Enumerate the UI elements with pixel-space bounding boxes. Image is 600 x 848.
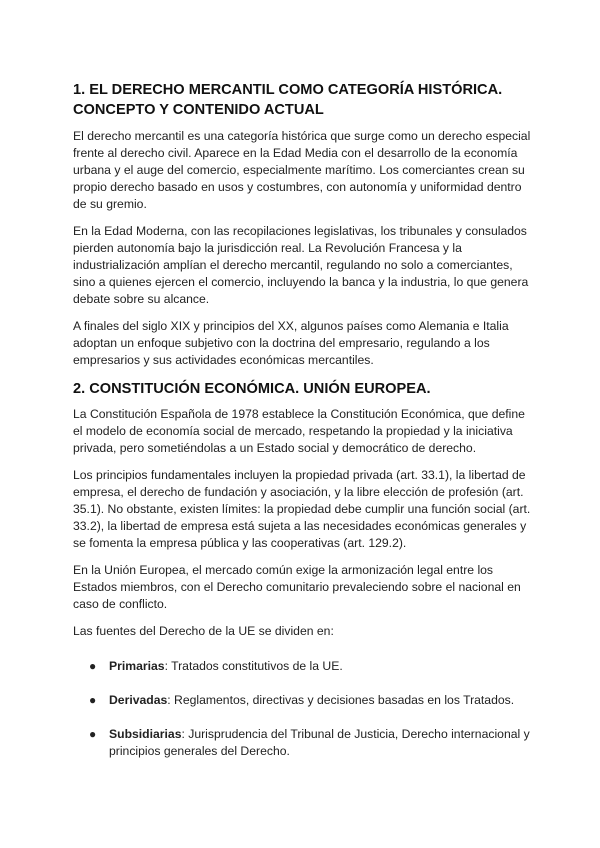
- bullet-icon: ●: [89, 693, 97, 707]
- list-item: [73, 658, 535, 675]
- source-description: : Tratados constitutivos de la UE.: [164, 659, 343, 673]
- section-2-heading: 2. CONSTITUCIÓN ECONÓMICA. UNIÓN EUROPEA.: [73, 381, 431, 397]
- section-1-paragraph-1: El derecho mercantil es una categoría histórica que surge como un derecho especial frente al derecho civil. Aparece en la Edad Media con el desarrollo de la economía urbana y el auge del comercio, especialmente marítimo. Los comerciantes crean su propio derecho basado en usos y costumbres, con autonomía y uniformidad dentro de su gremio.: [73, 129, 531, 211]
- sources-intro: Las fuentes del Derecho de la UE se dividen en:: [73, 624, 334, 638]
- source-term: Subsidiarias: [109, 727, 182, 741]
- source-term: Primarias: [109, 659, 165, 673]
- document-page: [73, 80, 535, 777]
- bullet-icon: ●: [89, 727, 97, 741]
- source-term: Derivadas: [109, 693, 168, 707]
- section-1-heading: 1. EL DERECHO MERCANTIL COMO CATEGORÍA HISTÓRICA. CONCEPTO Y CONTENIDO ACTUAL: [73, 82, 503, 118]
- section-2-paragraph-1: La Constitución Española de 1978 establece la Constitución Económica, que define el modelo de economía social de mercado, respetando la propiedad y la iniciativa privada, pero sometiéndolas a un Estado social y democrático de derecho.: [73, 407, 525, 455]
- section-1-paragraph-3: A finales del siglo XIX y principios del XX, algunos países como Alemania e Italia adoptan un enfoque subjetivo con la doctrina del empresario, regulando a los empresarios y sus actividades económicas mercantiles.: [73, 319, 509, 367]
- bullet-icon: ●: [89, 659, 97, 673]
- list-item: [73, 726, 535, 760]
- sources-list: [73, 658, 535, 760]
- source-description: : Reglamentos, directivas y decisiones basadas en los Tratados.: [167, 693, 515, 707]
- section-1-paragraph-2: En la Edad Moderna, con las recopilaciones legislativas, los tribunales y consulados pierden autonomía bajo la jurisdicción real. La Revolución Francesa y la industrialización amplían el derecho mercantil, regulando no solo a comerciantes, sino a quienes ejercen el comercio, incluyendo la banca y la industria, lo que genera debate sobre su alcance.: [73, 224, 529, 306]
- section-2-paragraph-3: En la Unión Europea, el mercado común exige la armonización legal entre los Estados miembros, con el Derecho comunitario prevaleciendo sobre el nacional en caso de conflicto.: [73, 563, 521, 611]
- list-item: [73, 692, 535, 709]
- section-2-paragraph-2: Los principios fundamentales incluyen la propiedad privada (art. 33.1), la libertad de empresa, el derecho de fundación y asociación, y la libre elección de profesión (art. 35.1). No obstante, existen límites: la propiedad debe cumplir una función social (art. 33.2), la libertad de empresa está sujeta a las necesidades económicas generales y se fomenta la empresa pública y las cooperativas (art. 129.2).: [73, 468, 531, 550]
- source-description: : Jurisprudencia del Tribunal de Justicia, Derecho internacional y principios generales del Derecho.: [109, 727, 530, 758]
